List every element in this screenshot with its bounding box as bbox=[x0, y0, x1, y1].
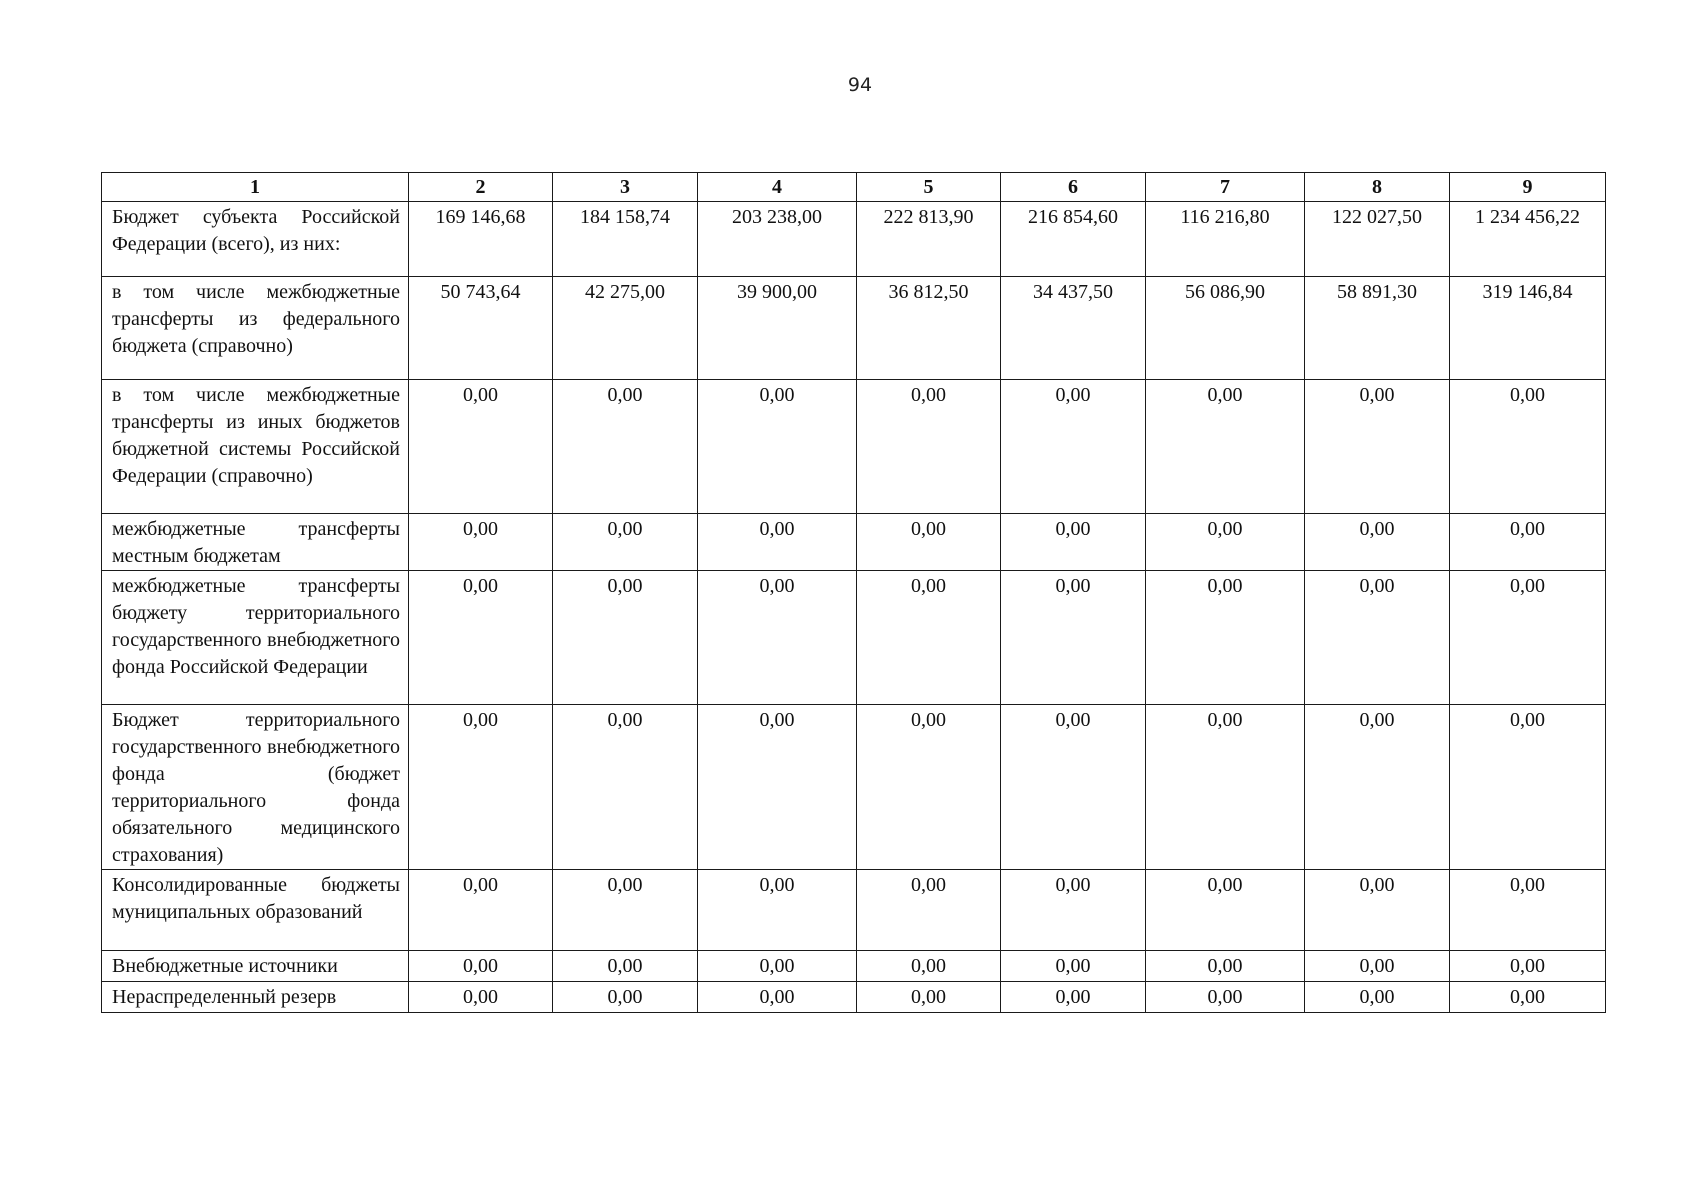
table-row bbox=[102, 277, 1606, 380]
table-cell: 0,00 bbox=[1146, 514, 1305, 571]
table-cell: 0,00 bbox=[1305, 571, 1450, 705]
table-cell: 0,00 bbox=[698, 951, 857, 982]
table-row bbox=[102, 705, 1606, 870]
row-label: в том числе межбюджетные трансферты из иных бюджетов бюджетной системы Российской Федерации (справочно) bbox=[102, 380, 409, 514]
table-cell: 0,00 bbox=[698, 514, 857, 571]
table-cell: 0,00 bbox=[857, 870, 1001, 951]
table-cell: 169 146,68 bbox=[409, 202, 553, 277]
table-row bbox=[102, 870, 1606, 951]
table-cell: 0,00 bbox=[1450, 705, 1606, 870]
page-number: 94 bbox=[847, 74, 873, 96]
table-cell: 36 812,50 bbox=[857, 277, 1001, 380]
table-cell: 0,00 bbox=[857, 514, 1001, 571]
table-cell: 50 743,64 bbox=[409, 277, 553, 380]
table-cell: 42 275,00 bbox=[553, 277, 698, 380]
table-cell: 0,00 bbox=[857, 571, 1001, 705]
table-cell: 0,00 bbox=[857, 380, 1001, 514]
budget-table bbox=[101, 172, 1606, 1013]
table-cell: 58 891,30 bbox=[1305, 277, 1450, 380]
table-row bbox=[102, 982, 1606, 1013]
table-cell: 0,00 bbox=[1305, 514, 1450, 571]
row-label: Нераспределенный резерв bbox=[102, 982, 409, 1013]
table-cell: 0,00 bbox=[1450, 571, 1606, 705]
table-cell: 0,00 bbox=[553, 982, 698, 1013]
table-cell: 0,00 bbox=[409, 870, 553, 951]
table-cell: 0,00 bbox=[409, 982, 553, 1013]
table-cell: 0,00 bbox=[1146, 870, 1305, 951]
table-row bbox=[102, 571, 1606, 705]
table-cell: 216 854,60 bbox=[1001, 202, 1146, 277]
table-cell: 0,00 bbox=[1305, 951, 1450, 982]
table-cell: 0,00 bbox=[1146, 951, 1305, 982]
table-cell: 0,00 bbox=[1001, 380, 1146, 514]
table-cell: 0,00 bbox=[1001, 571, 1146, 705]
column-header: 1 bbox=[102, 173, 409, 202]
table-cell: 0,00 bbox=[857, 705, 1001, 870]
column-header: 2 bbox=[409, 173, 553, 202]
column-header: 6 bbox=[1001, 173, 1146, 202]
table-cell: 0,00 bbox=[1146, 571, 1305, 705]
table-cell: 0,00 bbox=[409, 951, 553, 982]
table-row bbox=[102, 202, 1606, 277]
table-cell: 0,00 bbox=[1001, 951, 1146, 982]
table-cell: 0,00 bbox=[1146, 705, 1305, 870]
table-cell: 203 238,00 bbox=[698, 202, 857, 277]
table-cell: 0,00 bbox=[1305, 982, 1450, 1013]
table-cell: 0,00 bbox=[409, 514, 553, 571]
table-cell: 0,00 bbox=[1450, 380, 1606, 514]
table-cell: 34 437,50 bbox=[1001, 277, 1146, 380]
table-cell: 56 086,90 bbox=[1146, 277, 1305, 380]
table-row bbox=[102, 514, 1606, 571]
table-cell: 0,00 bbox=[553, 951, 698, 982]
table-cell: 0,00 bbox=[698, 380, 857, 514]
table-cell: 0,00 bbox=[1450, 870, 1606, 951]
table-cell: 0,00 bbox=[698, 870, 857, 951]
column-header: 5 bbox=[857, 173, 1001, 202]
table-cell: 0,00 bbox=[857, 951, 1001, 982]
table-cell: 0,00 bbox=[1001, 514, 1146, 571]
table-cell: 0,00 bbox=[1450, 982, 1606, 1013]
table-cell: 0,00 bbox=[698, 571, 857, 705]
table-cell: 0,00 bbox=[1001, 870, 1146, 951]
column-header: 3 bbox=[553, 173, 698, 202]
table-cell: 122 027,50 bbox=[1305, 202, 1450, 277]
row-label: межбюджетные трансферты бюджету территориального государственного внебюджетного фонда Российской Федерации bbox=[102, 571, 409, 705]
table-cell: 0,00 bbox=[698, 705, 857, 870]
table-row bbox=[102, 380, 1606, 514]
table-cell: 0,00 bbox=[857, 982, 1001, 1013]
table-cell: 1 234 456,22 bbox=[1450, 202, 1606, 277]
table-cell: 0,00 bbox=[1450, 951, 1606, 982]
table-cell: 0,00 bbox=[1305, 870, 1450, 951]
table-cell: 222 813,90 bbox=[857, 202, 1001, 277]
row-label: Консолидированные бюджеты муниципальных образований bbox=[102, 870, 409, 951]
row-label: Бюджет субъекта Российской Федерации (всего), из них: bbox=[102, 202, 409, 277]
table-cell: 39 900,00 bbox=[698, 277, 857, 380]
table-cell: 0,00 bbox=[553, 571, 698, 705]
table-cell: 184 158,74 bbox=[553, 202, 698, 277]
table-cell: 0,00 bbox=[409, 571, 553, 705]
row-label: Внебюджетные источники bbox=[102, 951, 409, 982]
table-cell: 0,00 bbox=[1305, 705, 1450, 870]
table-cell: 0,00 bbox=[553, 380, 698, 514]
table-cell: 0,00 bbox=[1146, 982, 1305, 1013]
table-cell: 0,00 bbox=[1305, 380, 1450, 514]
table-cell: 0,00 bbox=[553, 705, 698, 870]
column-header: 8 bbox=[1305, 173, 1450, 202]
table-header-row bbox=[102, 173, 1606, 202]
row-label: межбюджетные трансферты местным бюджетам bbox=[102, 514, 409, 571]
table-cell: 0,00 bbox=[698, 982, 857, 1013]
table-cell: 0,00 bbox=[553, 870, 698, 951]
table-cell: 0,00 bbox=[1001, 705, 1146, 870]
table-cell: 319 146,84 bbox=[1450, 277, 1606, 380]
row-label: в том числе межбюджетные трансферты из федерального бюджета (справочно) bbox=[102, 277, 409, 380]
table-row bbox=[102, 951, 1606, 982]
row-label: Бюджет территориального государственного внебюджетного фонда (бюджет территориального фонда обязательного медицинского страхования) bbox=[102, 705, 409, 870]
table-cell: 0,00 bbox=[1146, 380, 1305, 514]
table-cell: 0,00 bbox=[1450, 514, 1606, 571]
table-cell: 0,00 bbox=[409, 380, 553, 514]
table-cell: 0,00 bbox=[409, 705, 553, 870]
table-cell: 0,00 bbox=[553, 514, 698, 571]
table-cell: 116 216,80 bbox=[1146, 202, 1305, 277]
column-header: 7 bbox=[1146, 173, 1305, 202]
column-header: 9 bbox=[1450, 173, 1606, 202]
column-header: 4 bbox=[698, 173, 857, 202]
table-cell: 0,00 bbox=[1001, 982, 1146, 1013]
